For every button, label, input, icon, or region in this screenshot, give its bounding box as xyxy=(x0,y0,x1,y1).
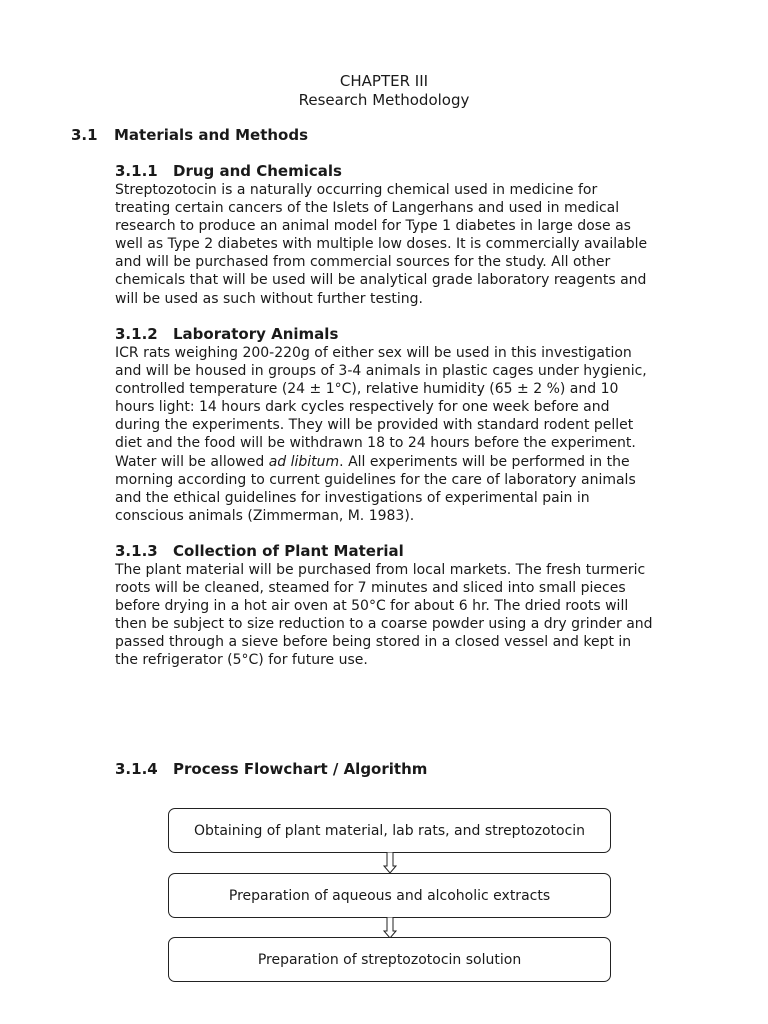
text-line: well as Type 2 diabetes with multiple low doses. It is commercially available xyxy=(115,236,648,253)
section-number: 3.1 xyxy=(71,126,98,144)
subsection-title: Process Flowchart / Algorithm xyxy=(173,760,428,778)
text-segment: Water will be allowed xyxy=(115,453,269,470)
paragraph xyxy=(115,561,715,670)
subsection-heading xyxy=(115,542,715,561)
subsection-plant-material xyxy=(115,542,715,670)
text-line: treating certain cancers of the Islets of Langerhans and used in medical xyxy=(115,200,620,217)
text-line: research to produce an animal model for Type 1 diabetes in large dose as xyxy=(115,218,631,235)
italic-term: ad libitum xyxy=(268,453,340,470)
subsection-title: Laboratory Animals xyxy=(173,325,339,343)
chapter-label: CHAPTER III xyxy=(339,72,429,90)
subsection-heading xyxy=(115,760,715,779)
text-line: chemicals that will be used will be analytical grade laboratory reagents and xyxy=(115,272,647,289)
text-line: Streptozotocin is a naturally occurring chemical used in medicine for xyxy=(115,182,598,198)
chapter-title: Research Methodology xyxy=(298,91,470,109)
paragraph xyxy=(115,344,715,525)
text-line: and will be housed in groups of 3-4 animals in plastic cages under hygienic, xyxy=(115,363,647,380)
text-line: hours light: 14 hours dark cycles respectively for one week before and xyxy=(115,399,610,416)
flowchart-step: Preparation of streptozotocin solution xyxy=(168,937,611,982)
subsection-flowchart xyxy=(115,760,715,779)
text-line xyxy=(115,453,715,471)
text-line: and will be purchased from commercial sources for the study. All other xyxy=(115,254,611,271)
subsection-number: 3.1.2 xyxy=(115,325,158,343)
down-arrow-icon xyxy=(382,917,398,939)
section-title: Materials and Methods xyxy=(114,126,309,144)
subsection-drug-chemicals xyxy=(115,162,715,308)
subsection-title: Drug and Chemicals xyxy=(173,162,342,180)
text-line: during the experiments. They will be provided with standard rodent pellet xyxy=(115,417,634,434)
subsection-laboratory-animals xyxy=(115,325,715,525)
text-line: and the ethical guidelines for investigations of experimental pain in xyxy=(115,489,590,506)
down-arrow-icon xyxy=(382,852,398,874)
text-line: passed through a sieve before being stored in a closed vessel and kept in xyxy=(115,634,632,651)
subsection-number: 3.1.1 xyxy=(115,162,158,180)
subsection-number: 3.1.4 xyxy=(115,760,158,778)
text-line: before drying in a hot air oven at 50°C for about 6 hr. The dried roots will xyxy=(115,598,629,615)
text-line: ICR rats weighing 200-220g of either sex will be used in this investigation xyxy=(115,345,632,361)
text-line: then be subject to size reduction to a coarse powder using a dry grinder and xyxy=(115,616,653,633)
subsection-title: Collection of Plant Material xyxy=(173,542,404,560)
flowchart-step: Preparation of aqueous and alcoholic extracts xyxy=(168,873,611,918)
text-line: the refrigerator (5°C) for future use. xyxy=(115,652,368,669)
subsection-heading xyxy=(115,162,715,181)
text-line: diet and the food will be withdrawn 18 to 24 hours before the experiment. xyxy=(115,435,636,452)
subsection-heading xyxy=(115,325,715,344)
subsection-number: 3.1.3 xyxy=(115,542,158,560)
text-line: conscious animals (Zimmerman, M. 1983). xyxy=(115,507,415,524)
text-segment: . All experiments will be performed in the xyxy=(339,453,630,470)
flowchart-step: Obtaining of plant material, lab rats, and streptozotocin xyxy=(168,808,611,853)
text-line: morning according to current guidelines for the care of laboratory animals xyxy=(115,471,636,488)
text-line: roots will be cleaned, steamed for 7 minutes and sliced into small pieces xyxy=(115,580,626,597)
text-line: controlled temperature (24 ± 1°C), relative humidity (65 ± 2 %) and 10 xyxy=(115,381,619,398)
text-line: will be used as such without further testing. xyxy=(115,290,423,307)
paragraph xyxy=(115,181,715,308)
text-line: The plant material will be purchased from local markets. The fresh turmeric xyxy=(115,562,646,578)
